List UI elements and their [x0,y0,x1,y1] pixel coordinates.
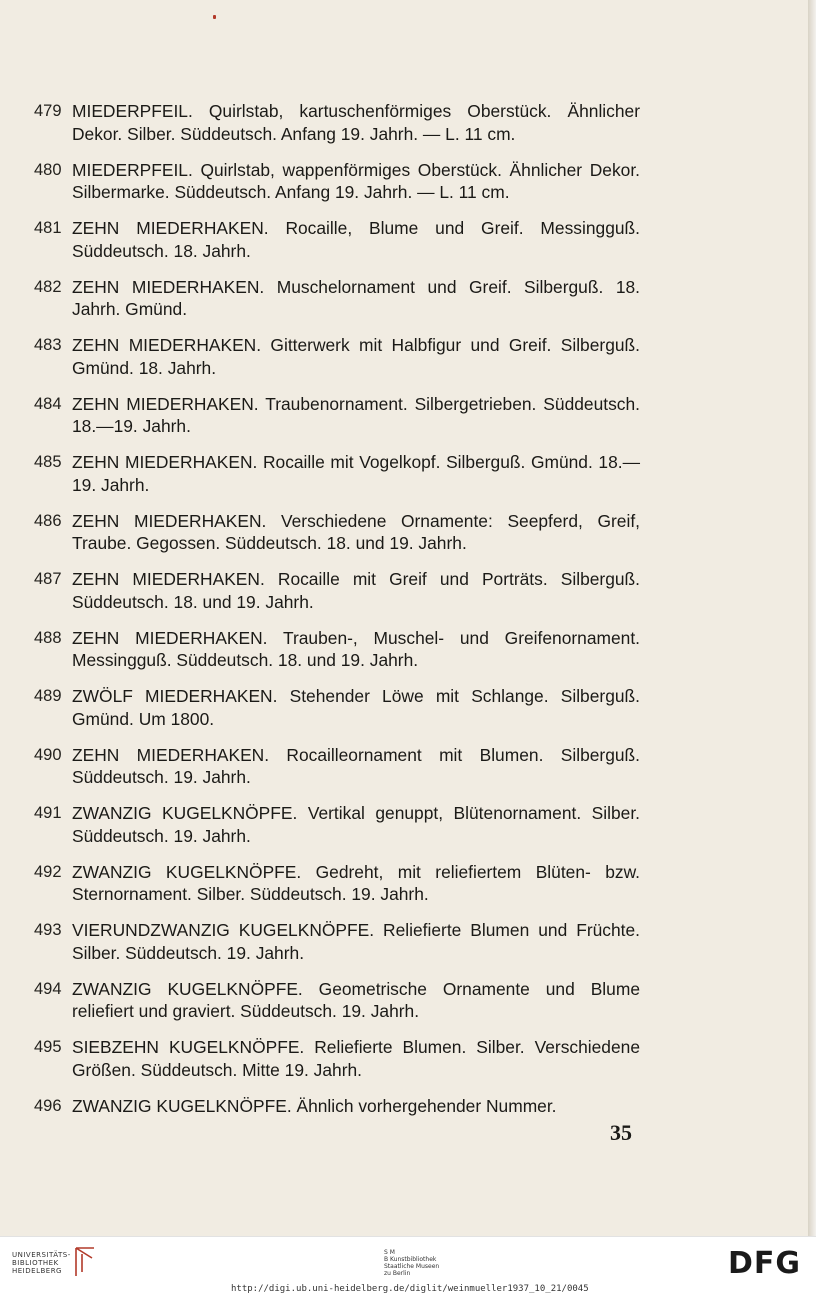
entry-text: MIEDERPFEIL. Quirlstab, wappenförmiges Oberstück. Ähnlicher Dekor. Silbermarke. Süddeutsch. Anfang 19. Jahrh. — L. 11 cm. [72,159,640,202]
entry-number: 490 [34,745,62,764]
entry-text: ZEHN MIEDERHAKEN. Traubenornament. Silbergetrieben. Süddeutsch. 18.—19. Jahrh. [72,393,640,436]
catalog-entry [34,744,640,789]
entry-text: ZEHN MIEDERHAKEN. Rocailleornament mit Blumen. Silberguß. Süddeutsch. 19. Jahrh. [72,744,640,787]
ink-speck [213,15,216,19]
entry-text: ZWANZIG KUGELKNÖPFE. Geometrische Ornamente und Blume reliefiert und graviert. Süddeutsch. 19. Jahrh. [72,978,640,1021]
catalog-entry [34,978,640,1023]
entry-number: 480 [34,160,62,179]
entry-text: ZWANZIG KUGELKNÖPFE. Gedreht, mit reliefiertem Blüten- bzw. Sternornament. Silber. Süddeutsch. 19. Jahrh. [72,861,640,904]
entry-text: ZWANZIG KUGELKNÖPFE. Vertikal genuppt, Blütenornament. Silber. Süddeutsch. 19. Jahrh. [72,803,640,846]
entry-text: ZEHN MIEDERHAKEN. Verschiedene Ornamente: Seepferd, Greif, Traube. Gegossen. Süddeutsch. 18. und 19. Jahrh. [72,510,640,553]
entry-number: 484 [34,394,62,413]
entry-number: 483 [34,336,62,354]
entry-text: ZEHN MIEDERHAKEN. Trauben-, Muschel- und Greifenornament. Messingguß. Süddeutsch. 18. und 19. Jahrh. [72,627,640,670]
entry-text: SIEBZEHN KUGELKNÖPFE. Reliefierte Blumen. Silber. Verschiedene Größen. Süddeutsch. Mitte 19. Jahrh. [72,1037,640,1080]
entry-number: 492 [34,862,62,881]
catalog-entry [34,451,640,496]
entry-text: ZEHN MIEDERHAKEN. Rocaille, Blume und Greif. Messingguß. Süddeutsch. 18. Jahrh. [72,218,640,261]
entry-number: 486 [34,511,62,530]
catalog-entry [34,393,640,438]
entry-number: 489 [34,687,62,705]
ub-heidelberg-label[interactable]: UNIVERSITÄTS- BIBLIOTHEK HEIDELBERG [12,1251,71,1275]
entry-text: ZEHN MIEDERHAKEN. Rocaille mit Vogelkopf. Silberguß. Gmünd. 18.—19. Jahrh. [72,452,640,495]
catalog-entry [34,276,640,321]
entry-number: 496 [34,1096,62,1115]
entry-number: 487 [34,570,62,588]
ub-heidelberg-logo-icon[interactable] [72,1246,98,1278]
entry-text: ZEHN MIEDERHAKEN. Rocaille mit Greif und Porträts. Silberguß. Süddeutsch. 18. und 19. Jahrh. [72,569,640,612]
catalog-entry [34,861,640,906]
entry-text: MIEDERPFEIL. Quirlstab, kartuschenförmiges Oberstück. Ähnlicher Dekor. Silber. Süddeutsch. Anfang 19. Jahrh. — L. 11 cm. [72,101,640,144]
catalog-entry [34,802,640,847]
catalog-entry [34,685,640,730]
entry-text: ZWÖLF MIEDERHAKEN. Stehender Löwe mit Schlange. Silberguß. Gmünd. Um 1800. [72,686,640,729]
catalog-entry [34,217,640,262]
sm-kunstbibliothek-label[interactable]: S M B Kunstbibliothek Staatliche Museen zu Berlin [384,1249,440,1277]
entry-number: 481 [34,219,62,237]
entry-number: 491 [34,804,62,822]
catalog-entry [34,334,640,379]
viewer-footer [0,1236,816,1298]
entry-number: 493 [34,921,62,939]
page-url-link[interactable]: http://digi.ub.uni-heidelberg.de/diglit/weinmueller1937_10_21/0045 [231,1284,589,1294]
entry-number: 488 [34,628,62,647]
page-edge [808,0,816,1236]
catalog-entry [34,1036,640,1081]
catalog-entries [34,100,640,1131]
entry-number: 479 [34,102,62,120]
catalog-entry [34,100,640,145]
catalog-entry [34,510,640,555]
entry-text: ZEHN MIEDERHAKEN. Gitterwerk mit Halbfigur und Greif. Silberguß. Gmünd. 18. Jahrh. [72,335,640,378]
entry-number: 485 [34,453,62,471]
catalog-entry [34,627,640,672]
entry-text: ZWANZIG KUGELKNÖPFE. Ähnlich vorhergehender Nummer. [72,1095,557,1116]
entry-number: 482 [34,277,62,296]
dfg-logo[interactable]: DFG [728,1246,802,1281]
catalog-entry [34,1095,640,1118]
entry-number: 495 [34,1038,62,1056]
catalog-entry [34,568,640,613]
entry-text: VIERUNDZWANZIG KUGELKNÖPFE. Reliefierte Blumen und Früchte. Silber. Süddeutsch. 19. Jahrh. [72,920,640,963]
catalog-entry [34,159,640,204]
entry-text: ZEHN MIEDERHAKEN. Muschelornament und Greif. Silberguß. 18. Jahrh. Gmünd. [72,276,640,319]
entry-number: 494 [34,979,62,998]
catalog-entry [34,919,640,964]
page-number: 35 [610,1120,632,1145]
